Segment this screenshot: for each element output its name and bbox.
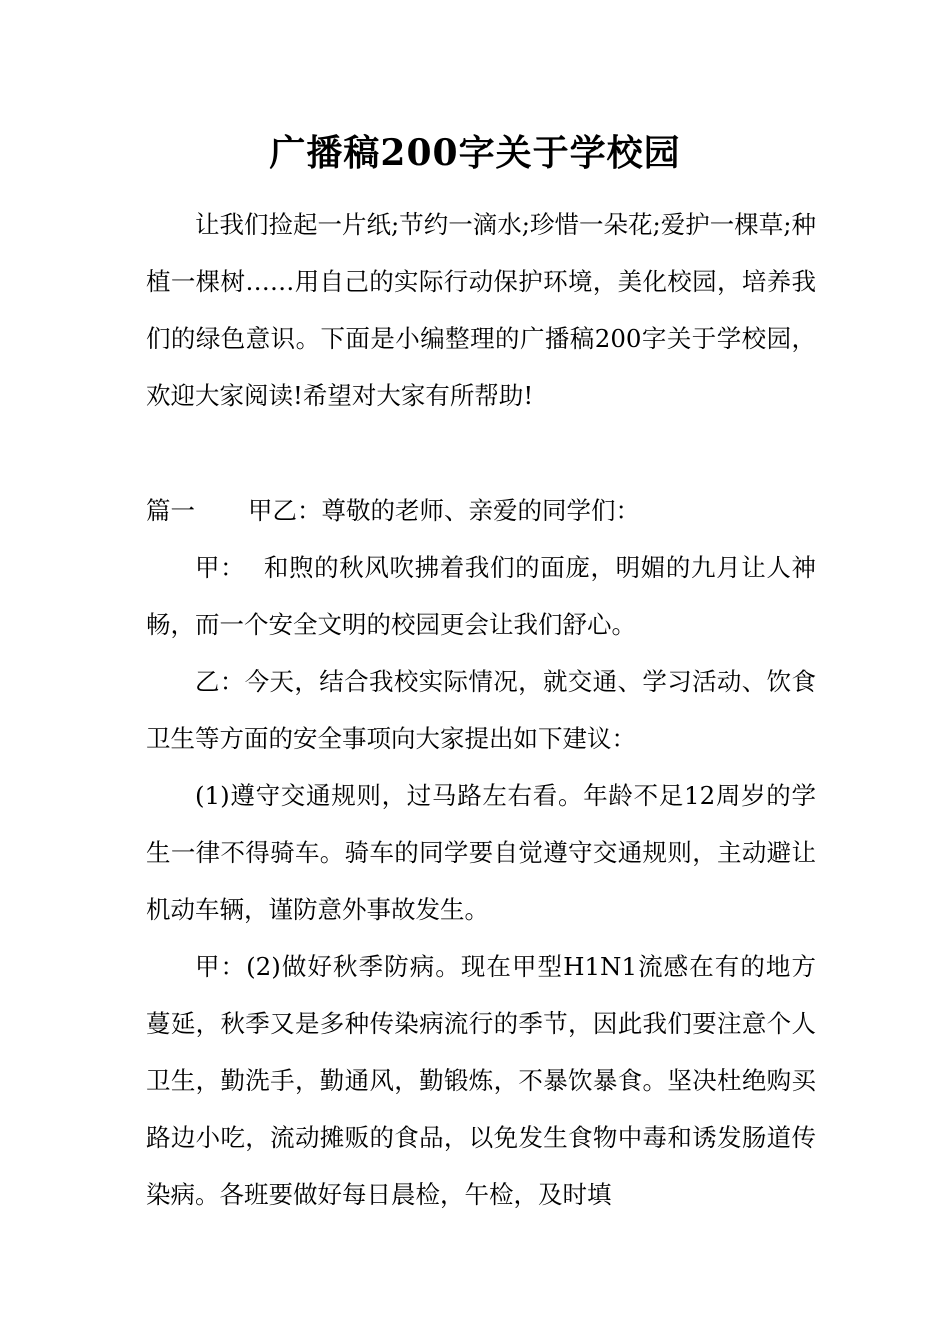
speaker-label: 甲： (195, 553, 246, 582)
paragraph-traffic-rules: (1)遵守交通规则，过马路左右看。年龄不足12周岁的学生一律不得骑车。骑车的同学要自觉遵守交通规则，主动避让机动车辆，谨防意外事故发生。 (146, 781, 816, 924)
paragraph-yi-1: 乙：今天，结合我校实际情况，就交通、学习活动、饮食卫生等方面的安全事项向大家提出如下建议： (146, 667, 816, 753)
paragraph-jia-1 (146, 539, 816, 653)
paragraph-disease-prevention: 甲：(2)做好秋季防病。现在甲型H1N1流感在有的地方蔓延，秋季又是多种传染病流行的季节，因此我们要注意个人卫生，勤洗手，勤通风，勤锻炼，不暴饮暴食。坚决杜绝购买路边小吃，流动摊贩的食品，以免发生食物中毒和诱发肠道传染病。各班要做好每日晨检，午检，及时填 (146, 952, 816, 1209)
section-greeting: 甲乙：尊敬的老师、亲爱的同学们： (248, 496, 640, 525)
section-heading (146, 482, 816, 539)
paragraph-text: 和煦的秋风吹拂着我们的面庞，明媚的九月让人神畅，而一个安全文明的校园更会让我们舒心。 (146, 553, 816, 639)
document-title: 广播稿200字关于学校园 (269, 132, 681, 174)
section-label: 篇一 (146, 496, 195, 525)
intro-paragraph: 让我们捡起一片纸;节约一滴水;珍惜一朵花;爱护一棵草;种植一棵树……用自己的实际行动保护环境，美化校园，培养我们的绿色意识。下面是小编整理的广播稿200字关于学校园，欢迎大家阅读!希望对大家有所帮助! (146, 210, 817, 410)
